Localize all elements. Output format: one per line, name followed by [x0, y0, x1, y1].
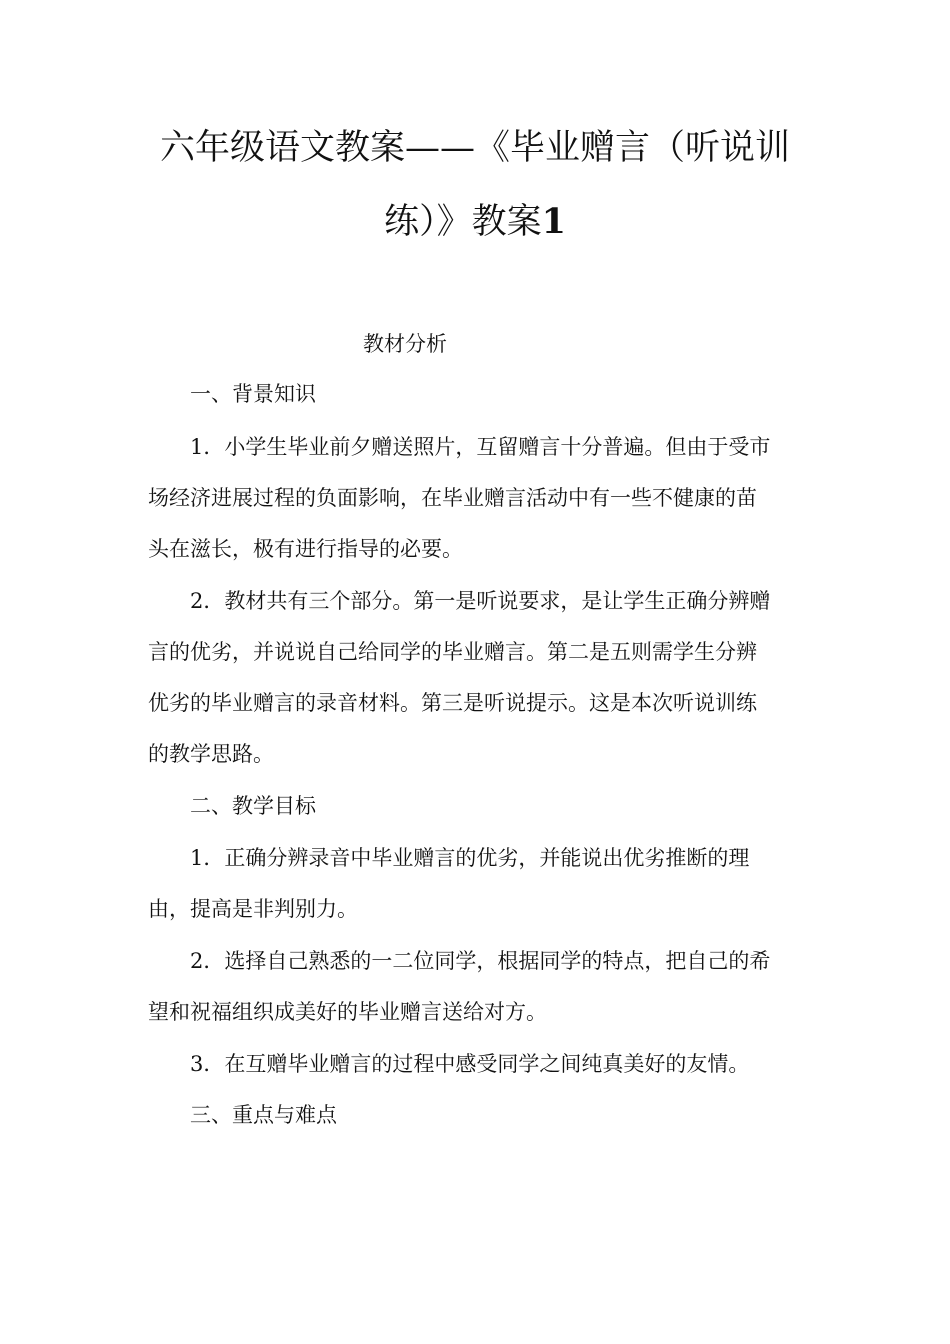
- paragraph-2-line-1: 2．教材共有三个部分。第一是听说要求，是让学生正确分辨赠: [190, 589, 771, 613]
- document-title-line-2: [130, 202, 820, 242]
- heading-teaching-goals: 二、教学目标: [190, 794, 316, 818]
- document-title-line-1: 六年级语文教案——《毕业赠言（听说训: [159, 128, 790, 168]
- title-line-2-number: 1: [541, 201, 566, 242]
- heading-background: 一、背景知识: [190, 382, 316, 406]
- paragraph-4-line-2: 望和祝福组织成美好的毕业赠言送给对方。: [148, 1000, 547, 1024]
- paragraph-5-line-1: 3．在互赠毕业赠言的过程中感受同学之间纯真美好的友情。: [190, 1052, 750, 1076]
- title-line-2-text: 练）》教案: [384, 202, 542, 242]
- section-title: 教材分析: [363, 332, 447, 356]
- paragraph-1-line-1: 1．小学生毕业前夕赠送照片，互留赠言十分普遍。但由于受市: [190, 435, 771, 459]
- paragraph-4-line-1: 2．选择自己熟悉的一二位同学，根据同学的特点，把自己的希: [190, 949, 771, 973]
- paragraph-3-line-2: 由，提高是非判别力。: [148, 897, 358, 921]
- paragraph-1-line-2: 场经济进展过程的负面影响，在毕业赠言活动中有一些不健康的苗: [148, 486, 757, 510]
- heading-key-points: 三、重点与难点: [190, 1103, 337, 1127]
- paragraph-2-line-4: 的教学思路。: [148, 742, 274, 766]
- paragraph-2-line-2: 言的优劣，并说说自己给同学的毕业赠言。第二是五则需学生分辨: [148, 640, 757, 664]
- paragraph-1-line-3: 头在滋长，极有进行指导的必要。: [148, 537, 463, 561]
- paragraph-3-line-1: 1．正确分辨录音中毕业赠言的优劣，并能说出优劣推断的理: [190, 846, 750, 870]
- paragraph-2-line-3: 优劣的毕业赠言的录音材料。第三是听说提示。这是本次听说训练: [148, 691, 757, 715]
